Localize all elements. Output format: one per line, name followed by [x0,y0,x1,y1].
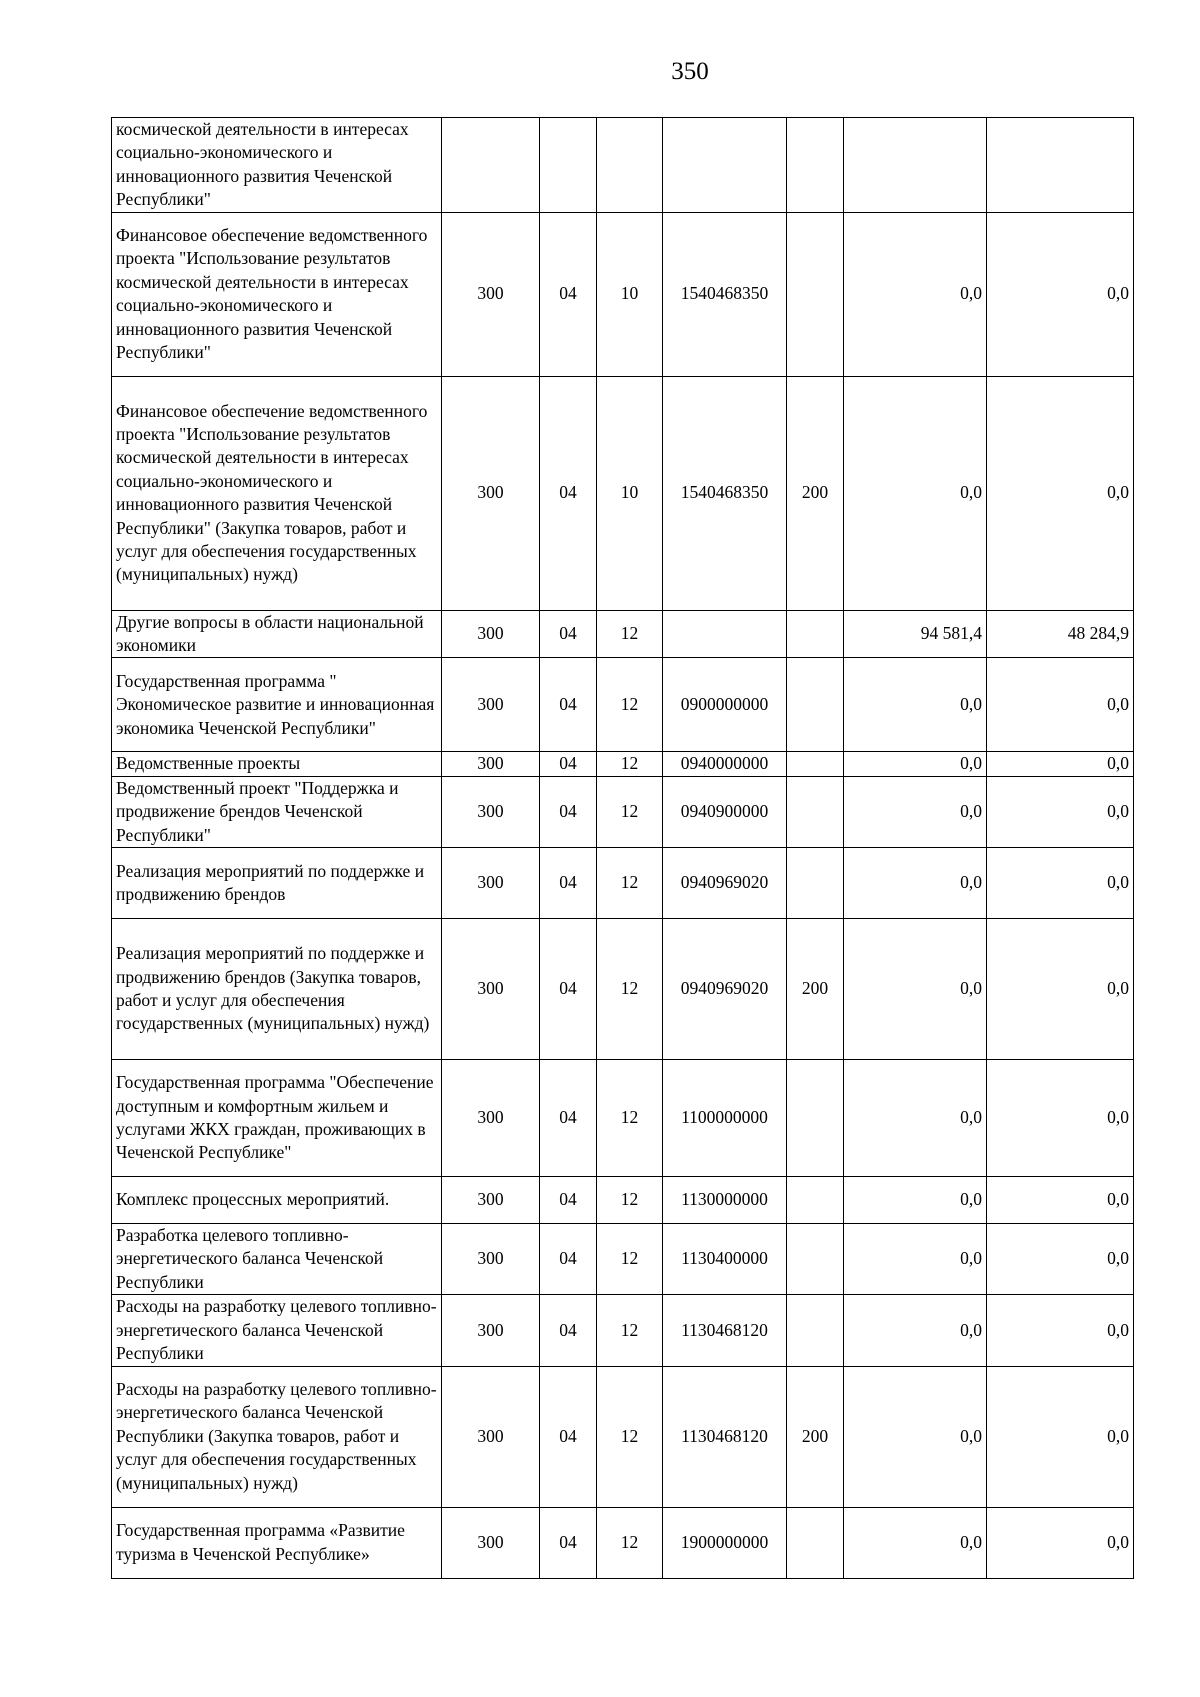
expense-name-cell: Другие вопросы в области национальной экономики [112,610,442,658]
amount-year1-cell: 0,0 [844,1177,987,1224]
amount-year2-cell: 48 284,9 [987,610,1134,658]
expense-type-cell [787,658,844,752]
expense-type-cell [787,610,844,658]
section-code-cell [540,118,597,213]
amount-year2-cell: 0,0 [987,848,1134,919]
section-code-cell: 04 [540,658,597,752]
expense-type-cell [787,1507,844,1578]
expense-type-cell [787,752,844,776]
expense-type-cell [787,118,844,213]
expense-type-cell: 200 [787,919,844,1060]
target-article-cell [663,118,787,213]
subsection-code-cell: 12 [597,1177,663,1224]
admin-code-cell: 300 [442,1177,540,1224]
amount-year1-cell: 0,0 [844,376,987,610]
amount-year2-cell: 0,0 [987,1177,1134,1224]
admin-code-cell: 300 [442,1507,540,1578]
table-row [112,776,1134,847]
expense-type-cell [787,776,844,847]
subsection-code-cell: 10 [597,212,663,376]
admin-code-cell: 300 [442,376,540,610]
table-body [112,118,1134,1579]
amount-year1-cell: 0,0 [844,776,987,847]
section-code-cell: 04 [540,919,597,1060]
table-row [112,376,1134,610]
amount-year2-cell [987,118,1134,213]
expense-type-cell: 200 [787,376,844,610]
budget-table [111,117,1134,1579]
target-article-cell: 0940969020 [663,848,787,919]
expense-name-cell: Ведомственные проекты [112,752,442,776]
target-article-cell: 1540468350 [663,212,787,376]
table-row [112,1060,1134,1177]
amount-year1-cell: 0,0 [844,658,987,752]
admin-code-cell: 300 [442,658,540,752]
subsection-code-cell: 10 [597,376,663,610]
subsection-code-cell: 12 [597,776,663,847]
target-article-cell: 0940000000 [663,752,787,776]
amount-year1-cell: 0,0 [844,752,987,776]
target-article-cell: 0940969020 [663,919,787,1060]
section-code-cell: 04 [540,1366,597,1507]
target-article-cell: 1130000000 [663,1177,787,1224]
subsection-code-cell: 12 [597,1507,663,1578]
admin-code-cell: 300 [442,752,540,776]
amount-year1-cell: 0,0 [844,1224,987,1295]
amount-year2-cell: 0,0 [987,1507,1134,1578]
section-code-cell: 04 [540,376,597,610]
expense-name-cell: Разработка целевого топливно-энергетического баланса Чеченской Республики [112,1224,442,1295]
expense-name-cell: Финансовое обеспечение ведомственного проекта "Использование результатов космической деятельности в интересах социально-экономического и инновационного развития Чеченской Республики" (Закупка товаров, работ и услуг для обеспечения государственных (муниципальных) нужд) [112,376,442,610]
amount-year1-cell [844,118,987,213]
expense-name-cell: космической деятельности в интересах социально-экономического и инновационного развития Чеченской Республики" [112,118,442,213]
expense-type-cell [787,848,844,919]
table-row [112,1295,1134,1366]
subsection-code-cell: 12 [597,1366,663,1507]
expense-type-cell [787,212,844,376]
expense-name-cell: Ведомственный проект "Поддержка и продвижение брендов Чеченской Республики" [112,776,442,847]
table-row [112,118,1134,213]
amount-year2-cell: 0,0 [987,1060,1134,1177]
amount-year1-cell: 0,0 [844,848,987,919]
amount-year2-cell: 0,0 [987,1366,1134,1507]
section-code-cell: 04 [540,1177,597,1224]
table-row [112,1366,1134,1507]
subsection-code-cell: 12 [597,848,663,919]
subsection-code-cell: 12 [597,1224,663,1295]
subsection-code-cell: 12 [597,658,663,752]
expense-name-cell: Реализация мероприятий по поддержке и продвижению брендов (Закупка товаров, работ и услуг для обеспечения государственных (муниципальных) нужд) [112,919,442,1060]
target-article-cell: 1130400000 [663,1224,787,1295]
section-code-cell: 04 [540,212,597,376]
expense-name-cell: Реализация мероприятий по поддержке и продвижению брендов [112,848,442,919]
subsection-code-cell: 12 [597,752,663,776]
page-number: 350 [671,58,709,85]
amount-year2-cell: 0,0 [987,776,1134,847]
admin-code-cell: 300 [442,610,540,658]
subsection-code-cell: 12 [597,1295,663,1366]
expense-name-cell: Комплекс процессных мероприятий. [112,1177,442,1224]
amount-year1-cell: 0,0 [844,919,987,1060]
admin-code-cell: 300 [442,776,540,847]
expense-type-cell [787,1224,844,1295]
admin-code-cell: 300 [442,1295,540,1366]
subsection-code-cell: 12 [597,610,663,658]
expense-name-cell: Расходы на разработку целевого топливно-энергетического баланса Чеченской Республики (Закупка товаров, работ и услуг для обеспечения государственных (муниципальных) нужд) [112,1366,442,1507]
table-row [112,1177,1134,1224]
amount-year1-cell: 0,0 [844,1507,987,1578]
expense-name-cell: Государственная программа " Экономическое развитие и инновационная экономика Чеченской Республики" [112,658,442,752]
target-article-cell [663,610,787,658]
expense-name-cell: Государственная программа "Обеспечение доступным и комфортным жильем и услугами ЖКХ граждан, проживающих в Чеченской Республике" [112,1060,442,1177]
admin-code-cell: 300 [442,1060,540,1177]
target-article-cell: 0900000000 [663,658,787,752]
table-row [112,848,1134,919]
section-code-cell: 04 [540,1224,597,1295]
target-article-cell: 0940900000 [663,776,787,847]
admin-code-cell: 300 [442,212,540,376]
section-code-cell: 04 [540,848,597,919]
amount-year2-cell: 0,0 [987,376,1134,610]
admin-code-cell: 300 [442,1366,540,1507]
target-article-cell: 1130468120 [663,1295,787,1366]
section-code-cell: 04 [540,752,597,776]
amount-year2-cell: 0,0 [987,1224,1134,1295]
admin-code-cell: 300 [442,848,540,919]
expense-type-cell: 200 [787,1366,844,1507]
amount-year1-cell: 94 581,4 [844,610,987,658]
expense-name-cell: Государственная программа «Развитие туризма в Чеченской Республике» [112,1507,442,1578]
target-article-cell: 1100000000 [663,1060,787,1177]
expense-type-cell [787,1060,844,1177]
expense-type-cell [787,1295,844,1366]
section-code-cell: 04 [540,1060,597,1177]
amount-year2-cell: 0,0 [987,919,1134,1060]
admin-code-cell: 300 [442,919,540,1060]
amount-year1-cell: 0,0 [844,212,987,376]
expense-type-cell [787,1177,844,1224]
subsection-code-cell [597,118,663,213]
amount-year2-cell: 0,0 [987,658,1134,752]
table-row [112,1507,1134,1578]
amount-year1-cell: 0,0 [844,1295,987,1366]
section-code-cell: 04 [540,776,597,847]
admin-code-cell [442,118,540,213]
table-row [112,212,1134,376]
subsection-code-cell: 12 [597,919,663,1060]
expense-name-cell: Финансовое обеспечение ведомственного проекта "Использование результатов космической деятельности в интересах социально-экономического и инновационного развития Чеченской Республики" [112,212,442,376]
subsection-code-cell: 12 [597,1060,663,1177]
table-row [112,919,1134,1060]
section-code-cell: 04 [540,1507,597,1578]
target-article-cell: 1540468350 [663,376,787,610]
expense-name-cell: Расходы на разработку целевого топливно-энергетического баланса Чеченской Республики [112,1295,442,1366]
admin-code-cell: 300 [442,1224,540,1295]
amount-year1-cell: 0,0 [844,1366,987,1507]
table-row [112,752,1134,776]
table-row [112,610,1134,658]
amount-year2-cell: 0,0 [987,212,1134,376]
target-article-cell: 1900000000 [663,1507,787,1578]
amount-year2-cell: 0,0 [987,752,1134,776]
table-row [112,1224,1134,1295]
table-row [112,658,1134,752]
amount-year2-cell: 0,0 [987,1295,1134,1366]
target-article-cell: 1130468120 [663,1366,787,1507]
section-code-cell: 04 [540,1295,597,1366]
amount-year1-cell: 0,0 [844,1060,987,1177]
section-code-cell: 04 [540,610,597,658]
